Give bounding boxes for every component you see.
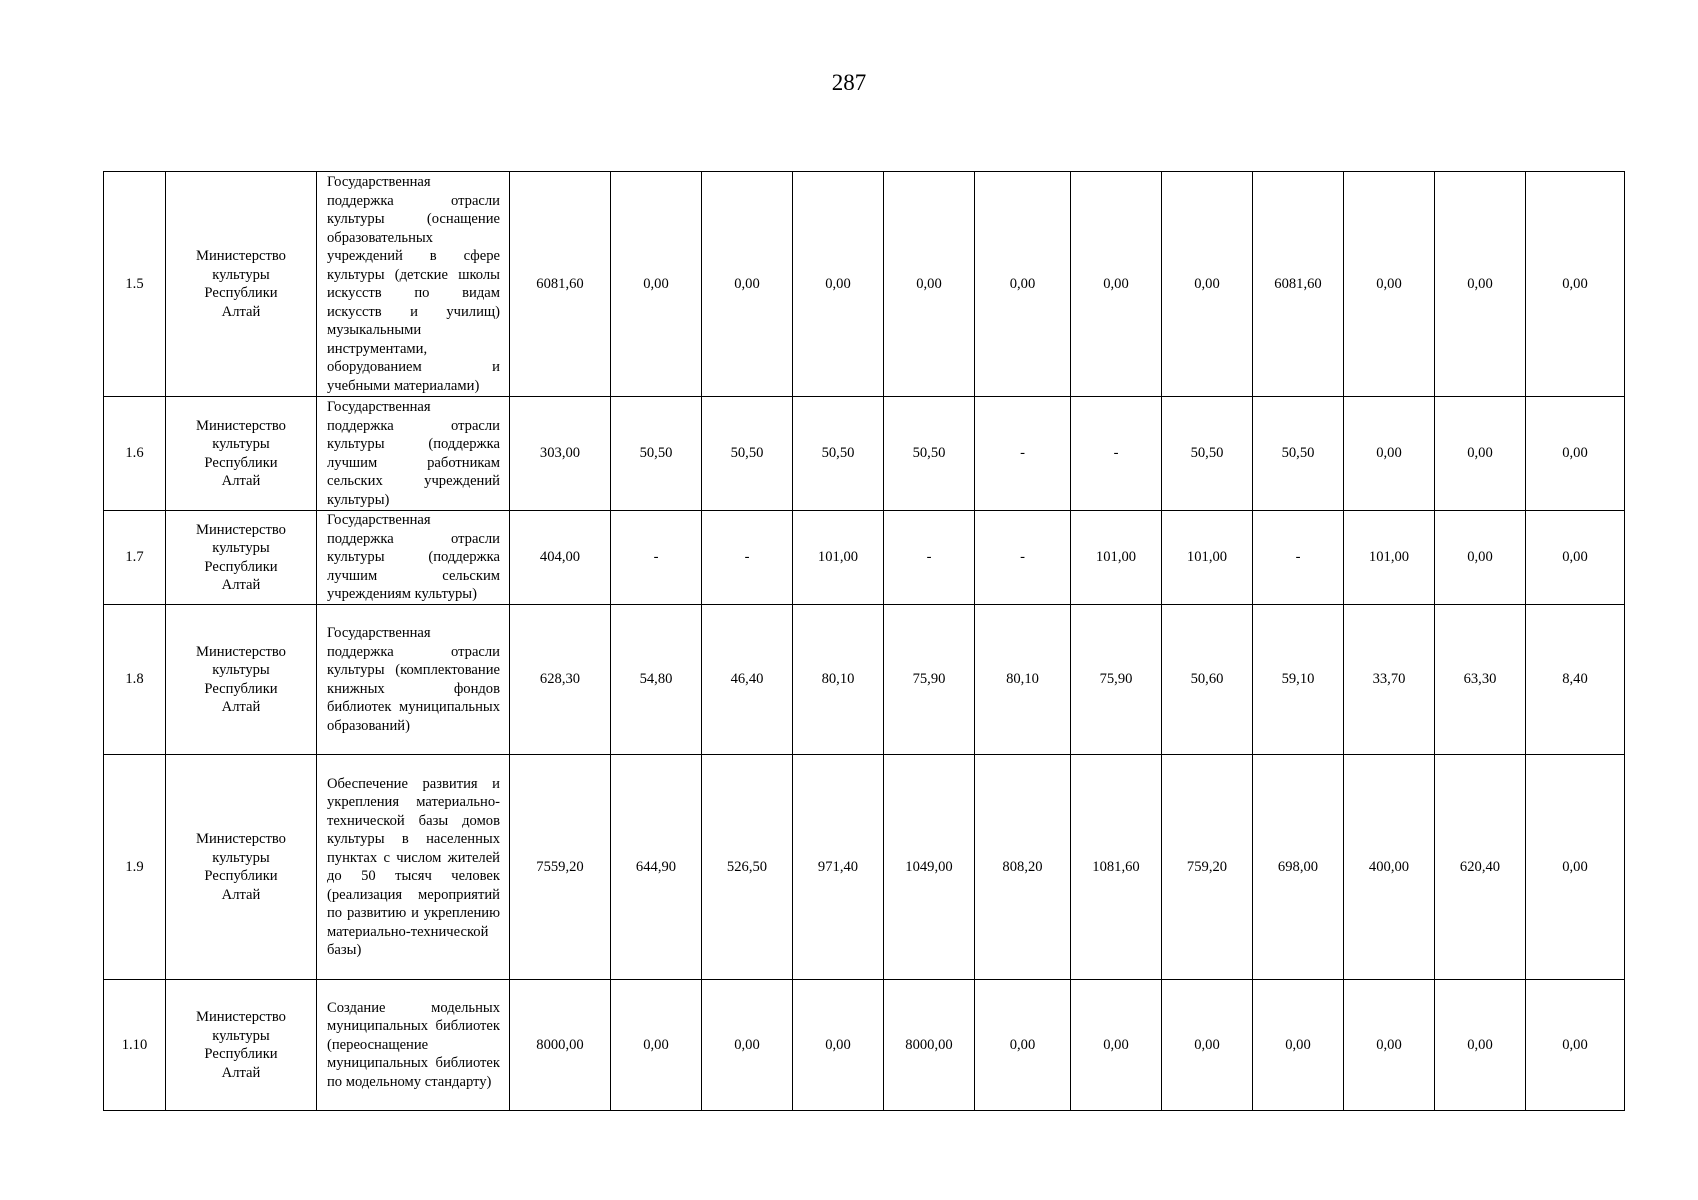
value-cell: 620,40 <box>1435 755 1526 980</box>
value-cell: - <box>1071 397 1162 511</box>
value-cell: - <box>884 511 975 605</box>
value-cell: 8000,00 <box>884 980 975 1111</box>
value-cell: 0,00 <box>793 172 884 397</box>
value-cell: 80,10 <box>975 605 1071 755</box>
value-cell: 0,00 <box>611 172 702 397</box>
value-cell: 33,70 <box>1344 605 1435 755</box>
responsible-organization: Министерство культуры Республики Алтай <box>166 605 317 755</box>
responsible-organization: Министерство культуры Республики Алтай <box>166 755 317 980</box>
value-cell: 0,00 <box>884 172 975 397</box>
value-cell: 526,50 <box>702 755 793 980</box>
activity-description: Государственная поддержка отрасли культуры (поддержка лучшим сельским учреждениям культуры) <box>317 511 510 605</box>
activity-description: Обеспечение развития и укрепления материально-технической базы домов культуры в населенных пунктах с числом жителей до 50 тысяч человек (реализация мероприятий по развитию и укреплению материально-технической базы) <box>317 755 510 980</box>
value-cell: 101,00 <box>1071 511 1162 605</box>
value-cell: 50,50 <box>793 397 884 511</box>
value-cell: 0,00 <box>702 980 793 1111</box>
row-number: 1.8 <box>104 605 166 755</box>
value-cell: 50,50 <box>702 397 793 511</box>
table-row <box>104 755 1625 980</box>
table-row <box>104 605 1625 755</box>
value-cell: 101,00 <box>793 511 884 605</box>
value-cell: 0,00 <box>1162 980 1253 1111</box>
value-cell: 0,00 <box>1071 172 1162 397</box>
activity-description: Государственная поддержка отрасли культуры (поддержка лучшим работникам сельских учреждений культуры) <box>317 397 510 511</box>
value-cell: 6081,60 <box>1253 172 1344 397</box>
value-cell: 0,00 <box>975 172 1071 397</box>
value-cell: 404,00 <box>510 511 611 605</box>
table-row <box>104 511 1625 605</box>
value-cell: 75,90 <box>1071 605 1162 755</box>
value-cell: 0,00 <box>1526 755 1625 980</box>
page-number: 287 <box>831 70 867 95</box>
activity-description: Государственная поддержка отрасли культуры (оснащение образовательных учреждений в сфере культуры (детские школы искусств по видам искусств и училищ) музыкальными инструментами, оборудованием и учебными материалами) <box>317 172 510 397</box>
value-cell: 0,00 <box>1344 172 1435 397</box>
value-cell: 8,40 <box>1526 605 1625 755</box>
value-cell: 7559,20 <box>510 755 611 980</box>
value-cell: 46,40 <box>702 605 793 755</box>
value-cell: 0,00 <box>1162 172 1253 397</box>
value-cell: 400,00 <box>1344 755 1435 980</box>
value-cell: 101,00 <box>1344 511 1435 605</box>
responsible-organization: Министерство культуры Республики Алтай <box>166 980 317 1111</box>
value-cell: 50,50 <box>1162 397 1253 511</box>
value-cell: 0,00 <box>1435 172 1526 397</box>
row-number: 1.6 <box>104 397 166 511</box>
row-number: 1.10 <box>104 980 166 1111</box>
value-cell: 698,00 <box>1253 755 1344 980</box>
value-cell: - <box>1253 511 1344 605</box>
value-cell: 59,10 <box>1253 605 1344 755</box>
value-cell: 50,50 <box>884 397 975 511</box>
table-row <box>104 397 1625 511</box>
responsible-organization: Министерство культуры Республики Алтай <box>166 511 317 605</box>
table-row <box>104 172 1625 397</box>
value-cell: 75,90 <box>884 605 975 755</box>
row-number: 1.9 <box>104 755 166 980</box>
responsible-organization: Министерство культуры Республики Алтай <box>166 172 317 397</box>
responsible-organization: Министерство культуры Республики Алтай <box>166 397 317 511</box>
value-cell: - <box>975 397 1071 511</box>
value-cell: 0,00 <box>1344 397 1435 511</box>
value-cell: 0,00 <box>1526 980 1625 1111</box>
value-cell: 644,90 <box>611 755 702 980</box>
value-cell: 1049,00 <box>884 755 975 980</box>
value-cell: 101,00 <box>1162 511 1253 605</box>
row-number: 1.5 <box>104 172 166 397</box>
value-cell: 0,00 <box>793 980 884 1111</box>
value-cell: 0,00 <box>611 980 702 1111</box>
row-number: 1.7 <box>104 511 166 605</box>
value-cell: - <box>702 511 793 605</box>
value-cell: 628,30 <box>510 605 611 755</box>
value-cell: - <box>975 511 1071 605</box>
table-row <box>104 980 1625 1111</box>
value-cell: 808,20 <box>975 755 1071 980</box>
value-cell: 1081,60 <box>1071 755 1162 980</box>
value-cell: 0,00 <box>975 980 1071 1111</box>
value-cell: 50,50 <box>1253 397 1344 511</box>
value-cell: 0,00 <box>1071 980 1162 1111</box>
value-cell: 303,00 <box>510 397 611 511</box>
value-cell: 80,10 <box>793 605 884 755</box>
value-cell: 0,00 <box>1526 397 1625 511</box>
value-cell: 0,00 <box>1344 980 1435 1111</box>
value-cell: 971,40 <box>793 755 884 980</box>
value-cell: 54,80 <box>611 605 702 755</box>
value-cell: 8000,00 <box>510 980 611 1111</box>
value-cell: 0,00 <box>702 172 793 397</box>
value-cell: 0,00 <box>1253 980 1344 1111</box>
value-cell: 0,00 <box>1526 511 1625 605</box>
value-cell: 0,00 <box>1435 511 1526 605</box>
value-cell: 0,00 <box>1526 172 1625 397</box>
value-cell: - <box>611 511 702 605</box>
value-cell: 50,50 <box>611 397 702 511</box>
value-cell: 63,30 <box>1435 605 1526 755</box>
budget-table <box>103 171 1625 1111</box>
value-cell: 50,60 <box>1162 605 1253 755</box>
value-cell: 6081,60 <box>510 172 611 397</box>
activity-description: Создание модельных муниципальных библиотек (переоснащение муниципальных библиотек по модельному стандарту) <box>317 980 510 1111</box>
value-cell: 0,00 <box>1435 980 1526 1111</box>
table-body <box>104 172 1625 1111</box>
value-cell: 0,00 <box>1435 397 1526 511</box>
activity-description: Государственная поддержка отрасли культуры (комплектование книжных фондов библиотек муниципальных образований) <box>317 605 510 755</box>
value-cell: 759,20 <box>1162 755 1253 980</box>
